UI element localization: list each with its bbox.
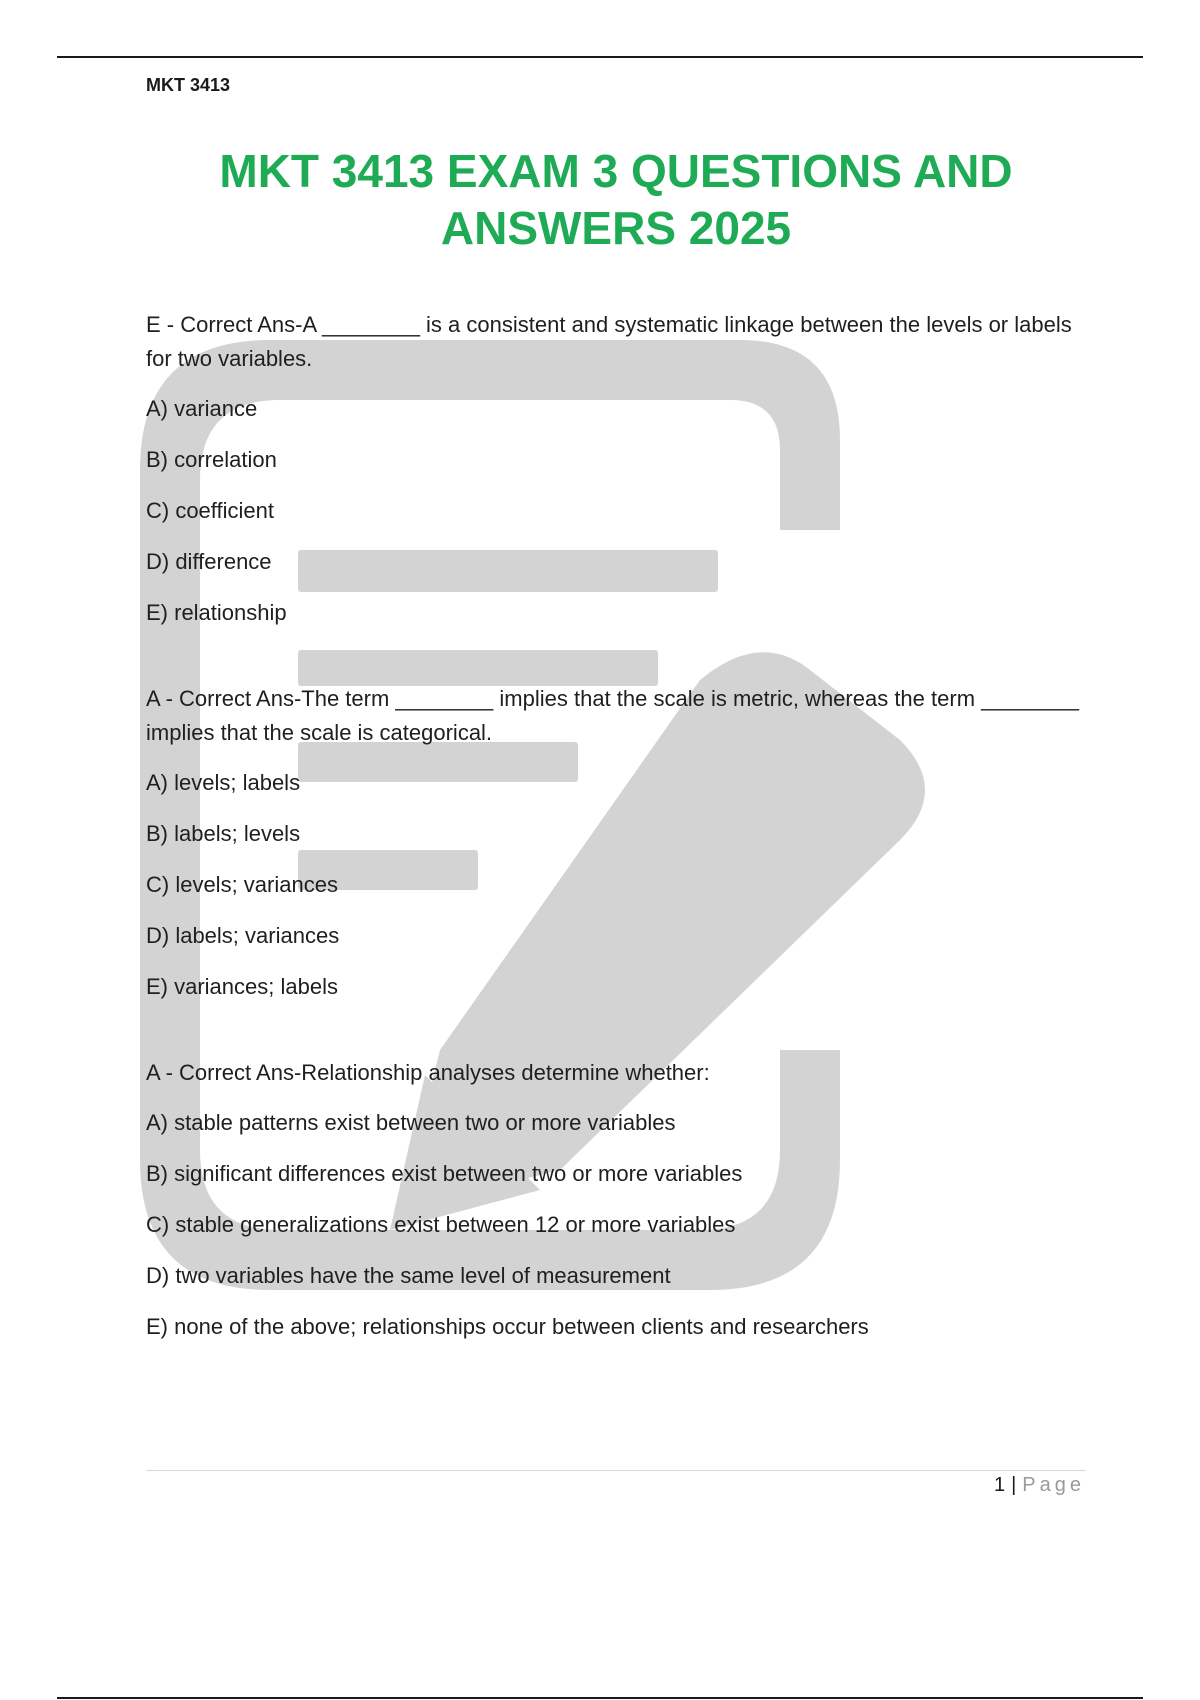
answer-option: A) levels; labels [146,770,301,795]
answer-option: A) stable patterns exist between two or more variables [146,1110,676,1135]
document-title: MKT 3413 EXAM 3 QUESTIONS AND ANSWERS 2025 [219,145,1013,254]
question-prompt: E - Correct Ans-A ________ is a consistent and systematic linkage between the levels or labels for two variables. [146,312,1072,371]
answer-option: B) significant differences exist between two or more variables [146,1161,743,1186]
page-number [994,1474,1085,1497]
question-prompt: A - Correct Ans-Relationship analyses determine whether: [146,1060,710,1085]
page-number-value: 1 [993,1474,1006,1496]
question-block-1 [146,308,1086,630]
answer-option: D) labels; variances [146,923,340,948]
answer-option: C) coefficient [146,498,274,523]
page-number-separator: | [1011,1474,1017,1496]
answer-option: A) variance [146,396,258,421]
answer-option: E) variances; labels [146,974,338,999]
answer-option: D) two variables have the same level of measurement [146,1263,671,1288]
bottom-rule [57,1697,1143,1699]
answer-option: B) labels; levels [146,821,301,846]
question-block-3 [146,1056,1086,1344]
answer-option: D) difference [146,549,272,574]
page-word: Page [1022,1474,1085,1496]
question-prompt: A - Correct Ans-The term ________ implies that the scale is metric, whereas the term ________ implies that the scale is categorical. [146,686,1080,745]
answer-option: C) levels; variances [146,872,338,897]
top-rule [57,56,1143,58]
answer-option: E) none of the above; relationships occur between clients and researchers [146,1314,869,1339]
question-block-2 [146,682,1086,1004]
footer-rule [146,1470,1086,1471]
running-header: MKT 3413 [146,75,231,95]
answer-option: B) correlation [146,447,277,472]
answer-option: C) stable generalizations exist between 12 or more variables [146,1212,736,1237]
question-list [146,308,1086,1396]
answer-option: E) relationship [146,600,287,625]
